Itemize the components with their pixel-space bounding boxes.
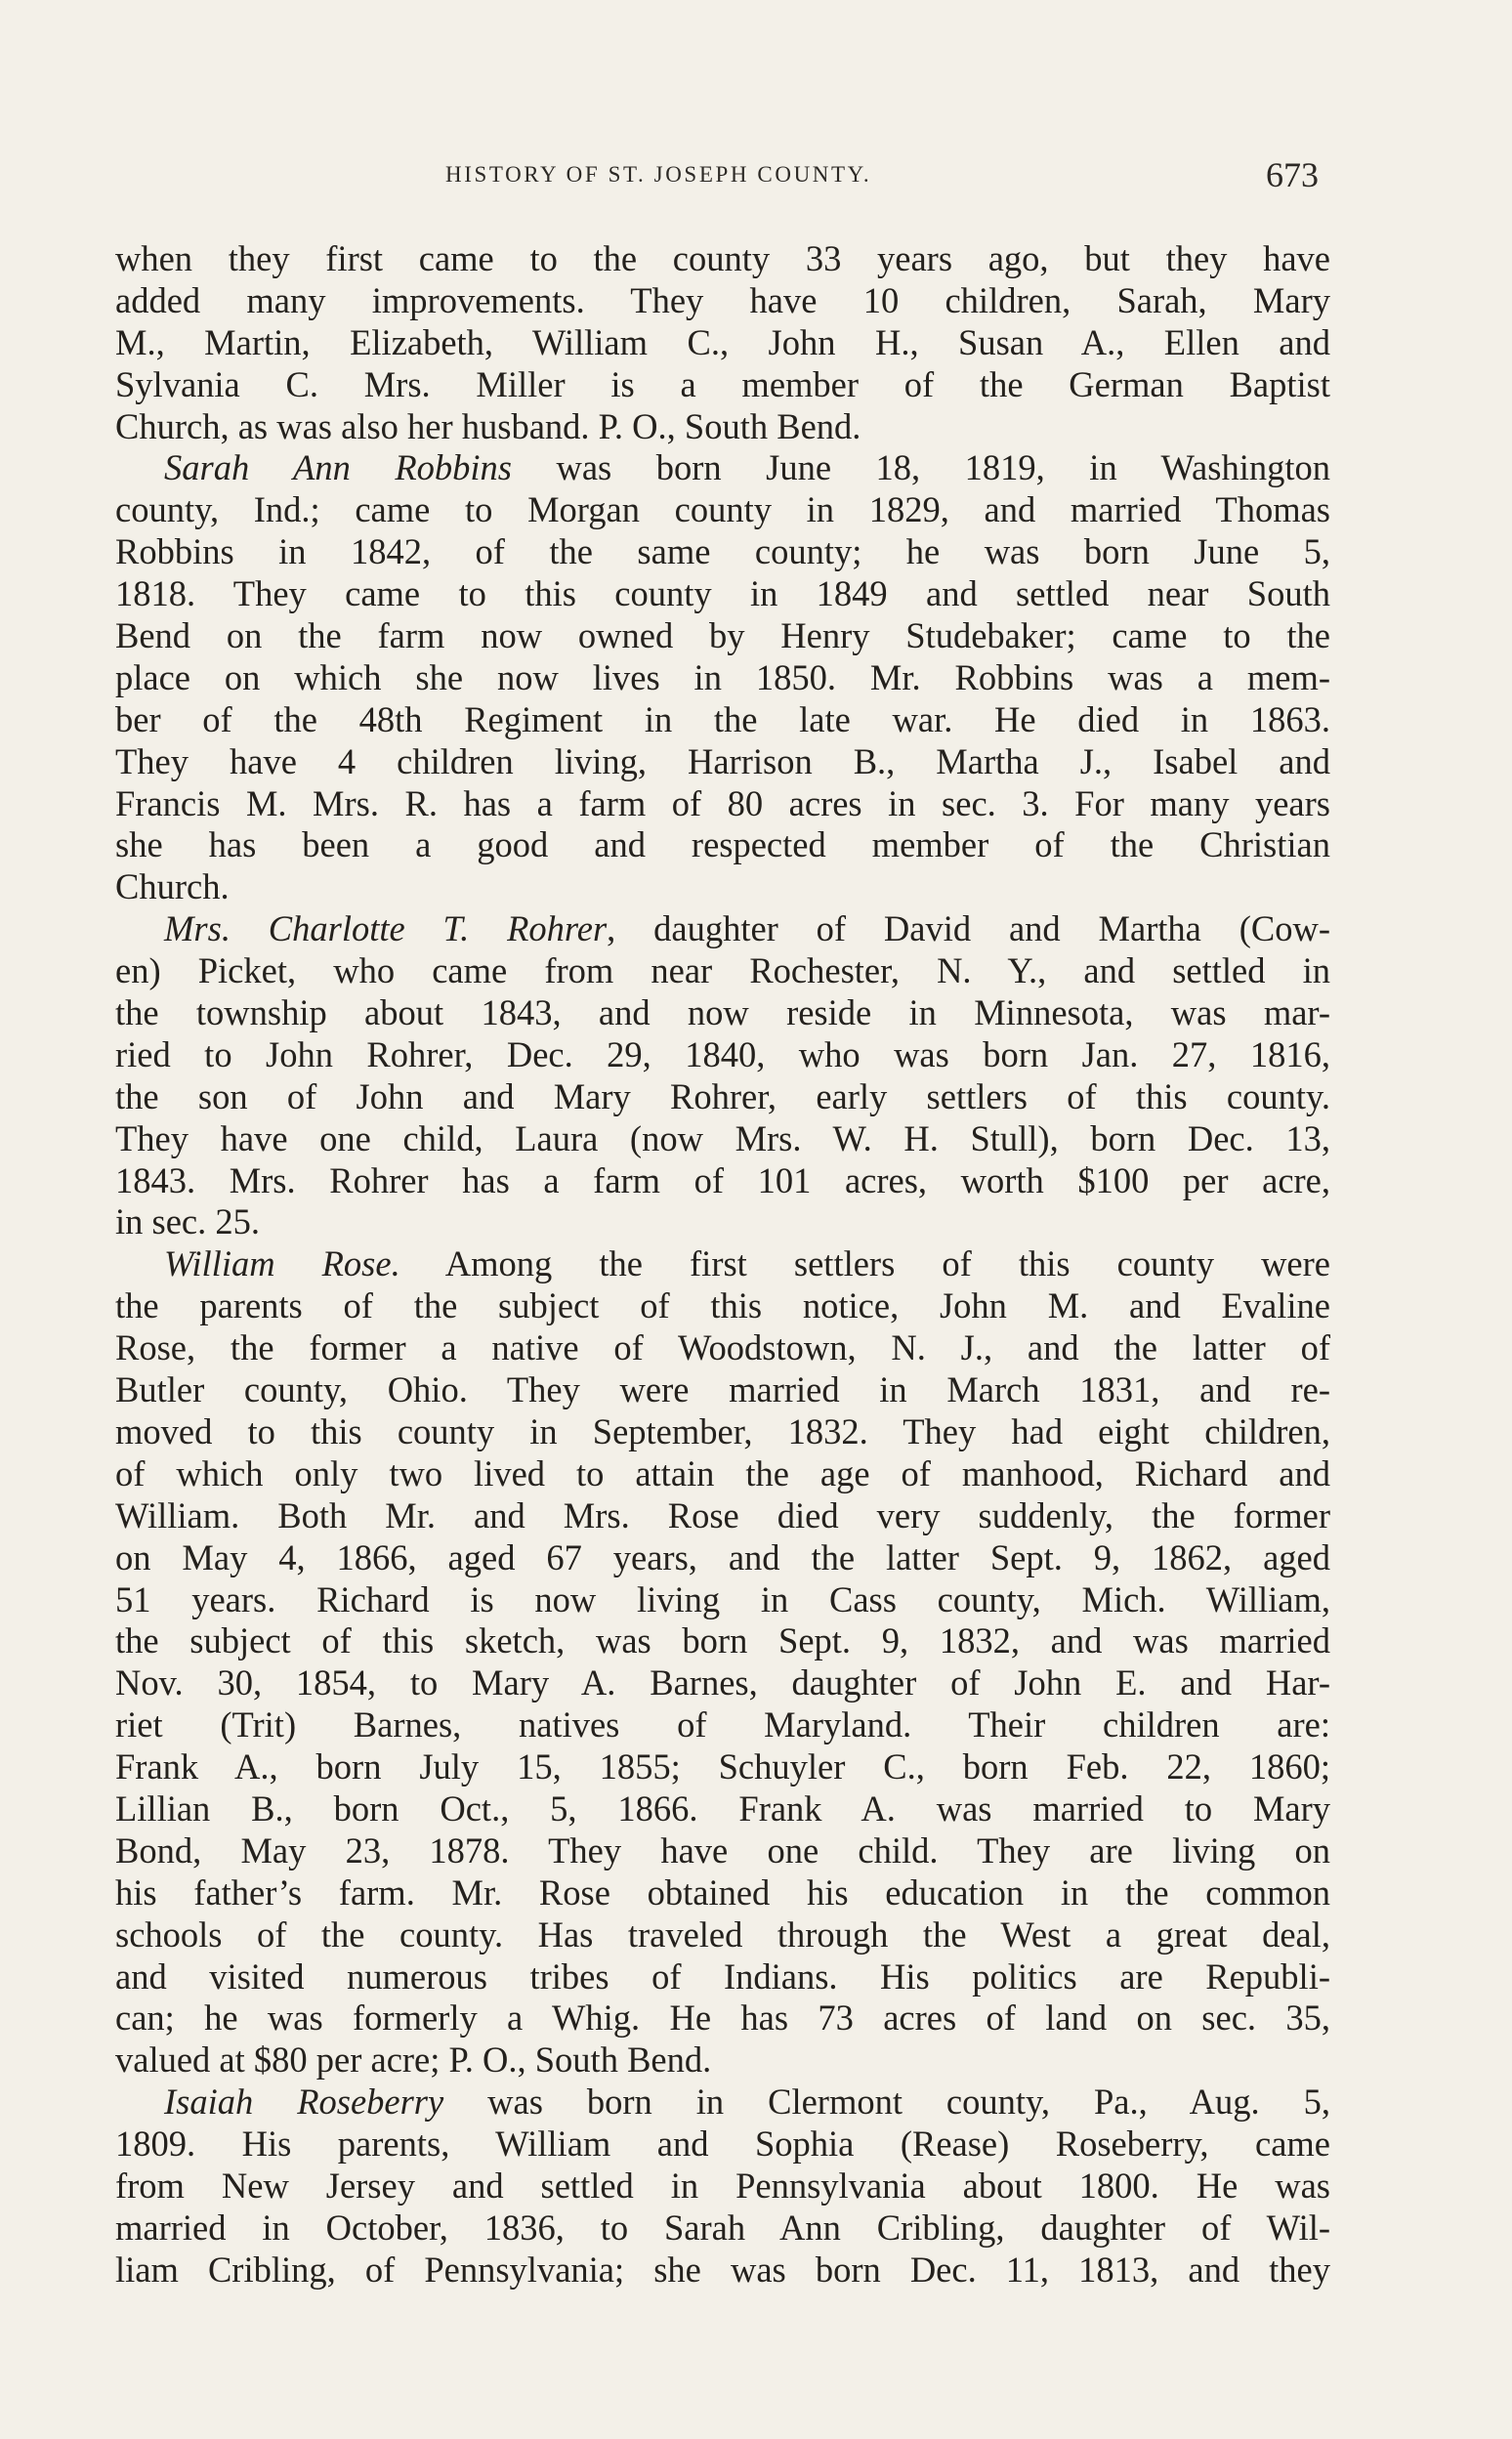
text-line: ber of the 48th Regiment in the late war. He died in 1863. (115, 698, 1330, 739)
page-number: 673 (1266, 155, 1319, 194)
text-line: county, Ind.; came to Morgan county in 1829, and married Thomas (115, 489, 1330, 530)
text-line: Francis M. Mrs. R. has a farm of 80 acres in sec. 3. For many years (115, 782, 1330, 823)
text-line: place on which she now lives in 1850. Mr. Robbins was a mem- (115, 656, 1330, 697)
text-line: on May 4, 1866, aged 67 years, and the latter Sept. 9, 1862, aged (115, 1536, 1330, 1577)
text-line: his father’s farm. Mr. Rose obtained his education in the common (115, 1871, 1330, 1913)
text-line: They have one child, Laura (now Mrs. W. H. Stull), born Dec. 13, (115, 1117, 1330, 1158)
text-line: Nov. 30, 1854, to Mary A. Barnes, daughter of John E. and Har- (115, 1662, 1330, 1703)
text-line: added many improvements. They have 10 children, Sarah, Mary (115, 279, 1330, 320)
entry-name: Sarah Ann Robbins (164, 447, 512, 488)
text-line: and visited numerous tribes of Indians. His politics are Republi- (115, 1955, 1330, 1997)
body-text (115, 238, 1330, 2292)
text-line: riet (Trit) Barnes, natives of Maryland. Their children are: (115, 1704, 1330, 1745)
text-line: Church, as was also her husband. P. O., South Bend. (115, 405, 861, 446)
text-line: Bend on the farm now owned by Henry Studebaker; came to the (115, 615, 1330, 656)
text-line: when they first came to the county 33 years ago, but they have (115, 238, 1330, 278)
text-line: moved to this county in September, 1832. They had eight children, (115, 1410, 1330, 1451)
text-line: Frank A., born July 15, 1855; Schuyler C., born Feb. 22, 1860; (115, 1746, 1330, 1787)
text-line: 1818. They came to this county in 1849 and settled near South (115, 573, 1330, 614)
entry-name: Mrs. Charlotte T. Rohrer (164, 908, 608, 949)
text-line: William. Both Mr. and Mrs. Rose died very suddenly, the former (115, 1494, 1330, 1535)
text-line: Sylvania C. Mrs. Miller is a member of the German Baptist (115, 363, 1330, 404)
text-line: 51 years. Richard is now living in Cass county, Mich. William, (115, 1578, 1330, 1619)
text-line: Lillian B., born Oct., 5, 1866. Frank A. was married to Mary (115, 1787, 1330, 1829)
entry-name: William Rose. (164, 1243, 400, 1284)
text-line: valued at $80 per acre; P. O., South Bend. (115, 2040, 712, 2081)
entry-first-line: Isaiah Roseberry was born in Clermont county, Pa., Aug. 5, (164, 2082, 1330, 2123)
text-line: 1809. His parents, William and Sophia (Rease) Roseberry, came (115, 2124, 1330, 2165)
entry-name: Isaiah Roseberry (164, 2082, 444, 2123)
text-line: Robbins in 1842, of the same county; he was born June 5, (115, 531, 1330, 572)
text-line: of which only two lived to attain the age of manhood, Richard and (115, 1452, 1330, 1493)
text-line: she has been a good and respected member of the Christian (115, 824, 1330, 865)
running-title: HISTORY OF ST. JOSEPH COUNTY. (445, 162, 872, 187)
text-line: the parents of the subject of this notice, John M. and Evaline (115, 1285, 1330, 1326)
text-line: 1843. Mrs. Rohrer has a farm of 101 acres, worth $100 per acre, (115, 1159, 1330, 1200)
text-line: en) Picket, who came from near Rochester, N. Y., and settled in (115, 950, 1330, 991)
text-line: the township about 1843, and now reside in Minnesota, was mar- (115, 992, 1330, 1033)
entry-first-line: Mrs. Charlotte T. Rohrer, daughter of David and Martha (Cow- (164, 908, 1330, 949)
text-line: Church. (115, 866, 230, 907)
entry-first-line: William Rose. Among the first settlers of this county were (164, 1243, 1330, 1284)
entry-first-line: Sarah Ann Robbins was born June 18, 1819, in Washington (164, 447, 1330, 488)
text-line: M., Martin, Elizabeth, William C., John H., Susan A., Ellen and (115, 321, 1330, 362)
text-line: Butler county, Ohio. They were married in March 1831, and re- (115, 1369, 1330, 1410)
text-line: the son of John and Mary Rohrer, early settlers of this county. (115, 1075, 1330, 1116)
text-line: They have 4 children living, Harrison B., Martha J., Isabel and (115, 740, 1330, 781)
text-line: ried to John Rohrer, Dec. 29, 1840, who was born Jan. 27, 1816, (115, 1033, 1330, 1074)
text-line: married in October, 1836, to Sarah Ann Cribling, daughter of Wil- (115, 2207, 1330, 2248)
text-line: Bond, May 23, 1878. They have one child. They are living on (115, 1829, 1330, 1871)
text-line: can; he was formerly a Whig. He has 73 acres of land on sec. 35, (115, 1997, 1330, 2039)
text-line: liam Cribling, of Pennsylvania; she was born Dec. 11, 1813, and they (115, 2249, 1330, 2290)
text-line: schools of the county. Has traveled through the West a great deal, (115, 1913, 1330, 1955)
text-line: from New Jersey and settled in Pennsylvania about 1800. He was (115, 2165, 1330, 2206)
text-line: in sec. 25. (115, 1201, 260, 1242)
text-line: the subject of this sketch, was born Sept. 9, 1832, and was married (115, 1620, 1330, 1661)
text-line: Rose, the former a native of Woodstown, N. J., and the latter of (115, 1327, 1330, 1368)
